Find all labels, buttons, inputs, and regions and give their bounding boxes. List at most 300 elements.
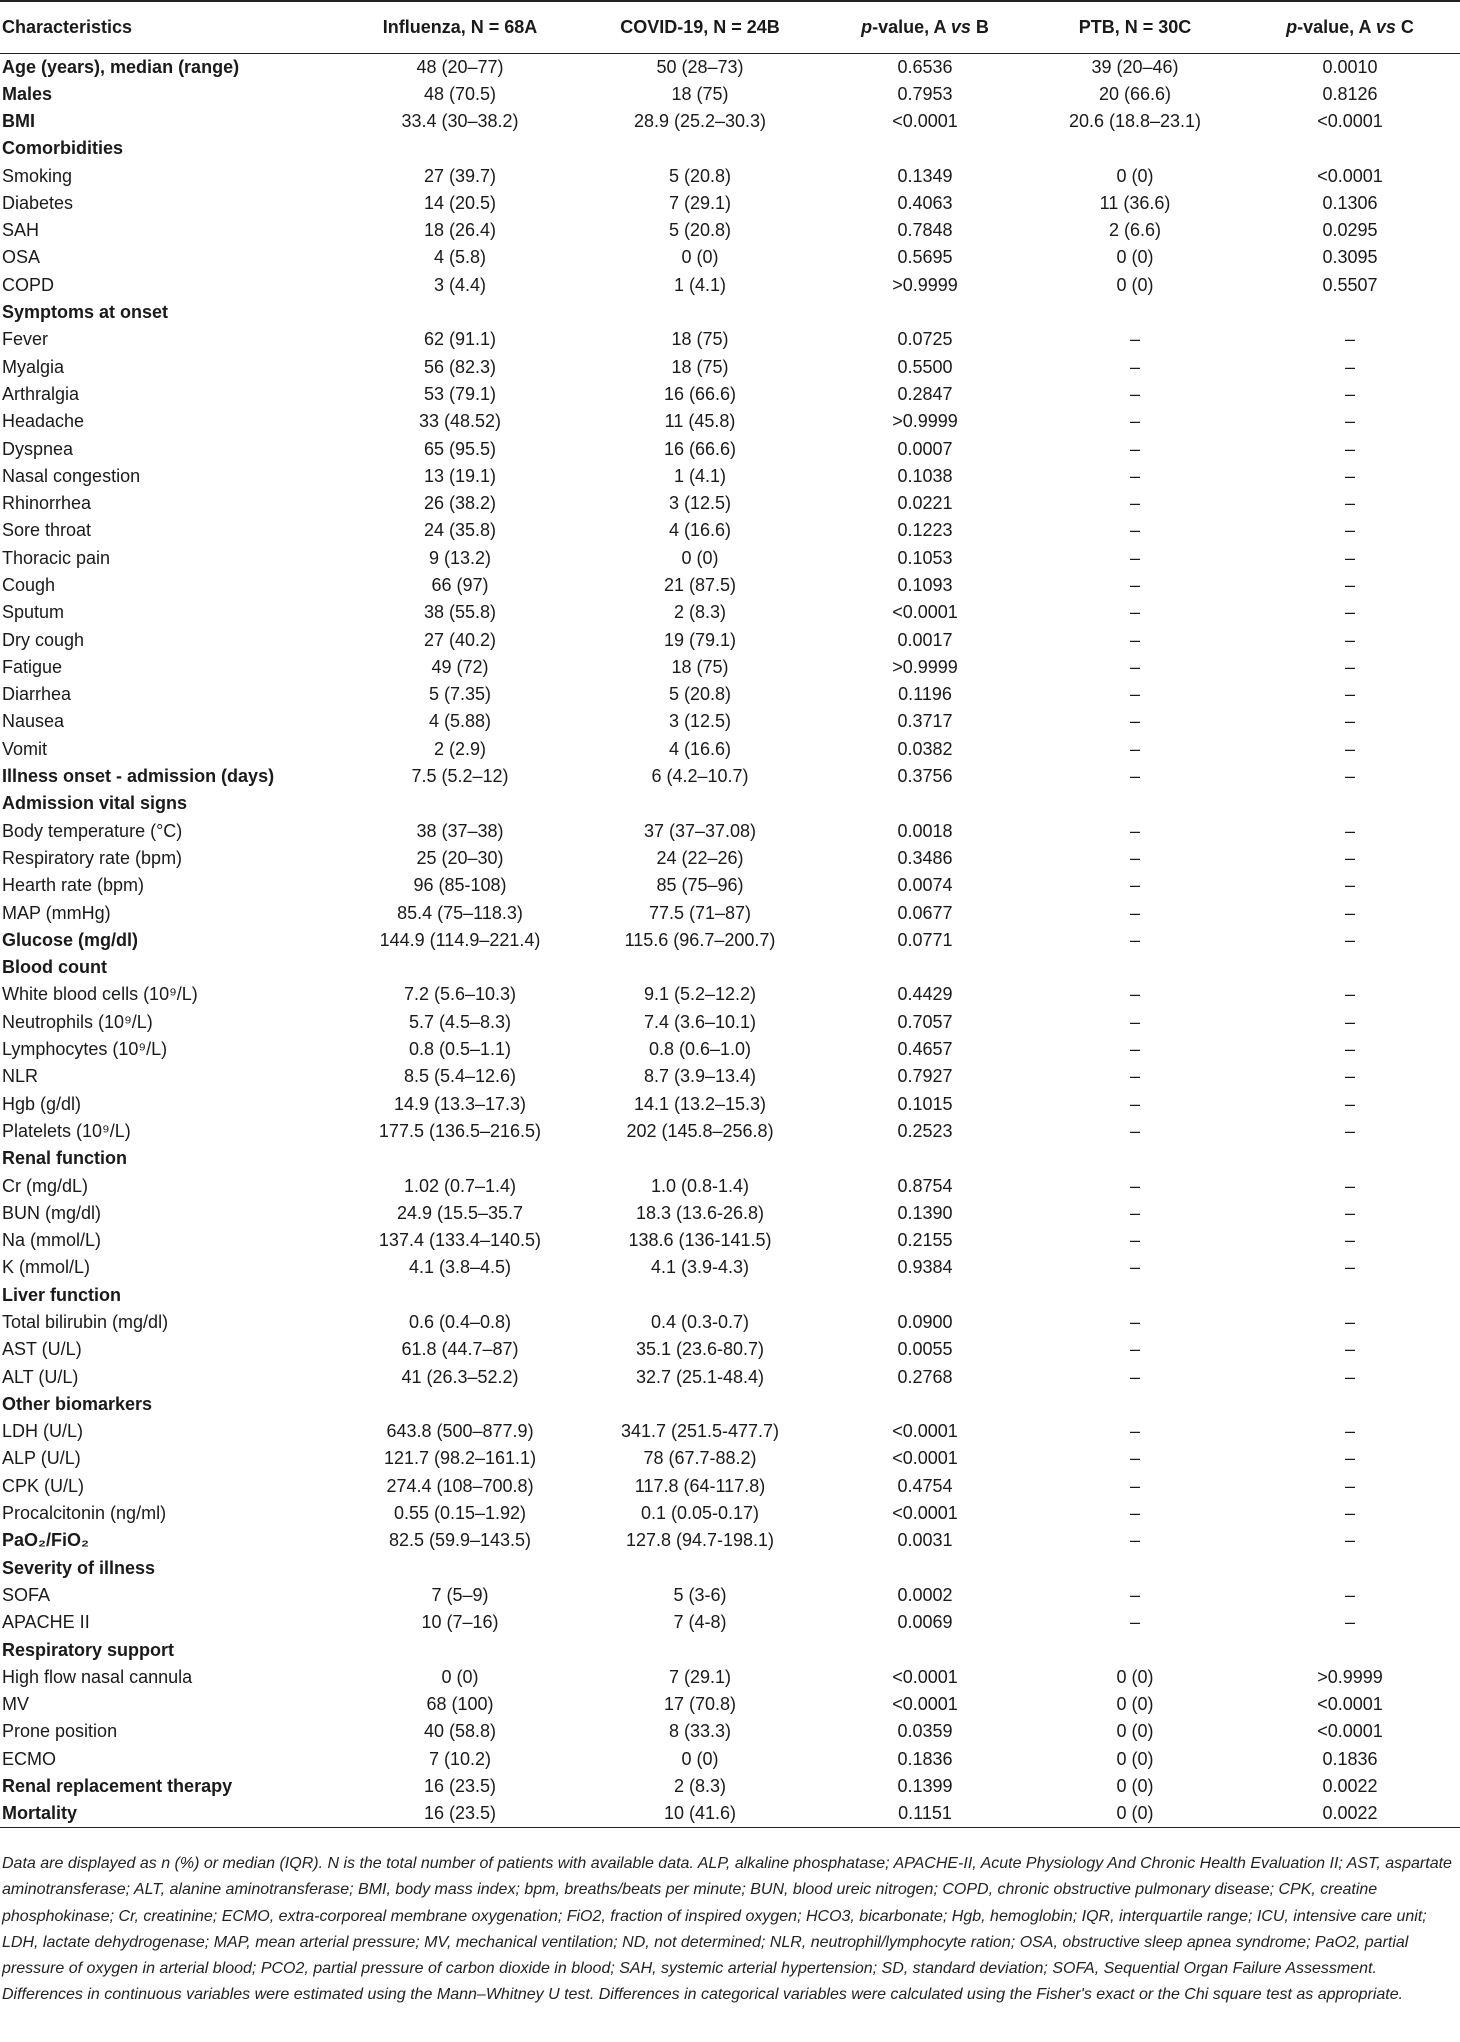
- table-row: [0, 1200, 1460, 1227]
- row-label: LDH (U/L): [2, 1421, 84, 1442]
- row-label: Severity of illness: [2, 1557, 156, 1578]
- row-label: AST (U/L): [2, 1339, 82, 1360]
- cell-ptb: 0 (0): [1030, 1800, 1240, 1828]
- cell-ptb: –: [1129, 1093, 1140, 1114]
- cell-pvalue-ab: [820, 299, 1030, 326]
- cell-covid: 0 (0): [681, 1748, 719, 1769]
- cell-ptb: 0 (0): [1116, 165, 1154, 186]
- row-label: Arthralgia: [2, 383, 80, 404]
- header-pvalue-ab-vs: vs: [950, 16, 971, 37]
- cell-pvalue-ac: [1240, 1555, 1460, 1582]
- cell-ptb: –: [1129, 1448, 1140, 1469]
- cell-pvalue-ac: 0.0010: [1322, 56, 1378, 77]
- cell-ptb: –: [1129, 847, 1140, 868]
- cell-pvalue-ac: –: [1344, 465, 1355, 486]
- cell-influenza: 0.6 (0.4–0.8): [408, 1312, 512, 1332]
- table-row: [0, 408, 1460, 435]
- cell-covid: 115.6 (96.7–200.7): [624, 929, 776, 950]
- cell-influenza: 62 (91.1): [423, 329, 497, 350]
- cell-pvalue-ac: 0.0022: [1240, 1800, 1460, 1828]
- table-row: [0, 572, 1460, 599]
- header-pvalue-ac-vs: vs: [1375, 16, 1396, 37]
- table-row: [0, 899, 1460, 926]
- cell-covid: 1.0 (0.8-1.4): [650, 1175, 750, 1196]
- cell-pvalue-ac: 0.0022: [1322, 1776, 1378, 1797]
- cell-pvalue-ac: –: [1344, 1503, 1355, 1524]
- row-label: Fatigue: [2, 656, 63, 677]
- cell-ptb: –: [1129, 356, 1140, 377]
- cell-pvalue-ac: –: [1344, 1230, 1355, 1251]
- cell-influenza: 7.5 (5.2–12): [411, 766, 509, 787]
- row-label: Cr (mg/dL): [2, 1175, 89, 1196]
- cell-covid: 1 (4.1): [673, 465, 727, 486]
- cell-pvalue-ac: [1240, 1282, 1460, 1309]
- cell-pvalue-ac: –: [1344, 820, 1355, 841]
- cell-pvalue-ac: –: [1344, 1011, 1355, 1032]
- table-row: [0, 326, 1460, 353]
- cell-pvalue-ab: <0.0001: [892, 602, 958, 623]
- cell-covid: 78 (67.7-88.2): [643, 1448, 757, 1469]
- row-label: Diabetes: [2, 192, 74, 213]
- cell-ptb: –: [1129, 1503, 1140, 1524]
- cell-influenza: 85.4 (75–118.3): [397, 902, 523, 923]
- row-label: Vomit: [2, 738, 48, 759]
- cell-covid: [580, 1636, 820, 1663]
- row-label: Nausea: [2, 711, 65, 732]
- header-ptb: PTB, N = 30C: [1030, 1, 1240, 53]
- table-row: [0, 1609, 1460, 1636]
- cell-pvalue-ac: <0.0001: [1317, 110, 1383, 131]
- cell-pvalue-ab: 0.5695: [897, 247, 953, 268]
- cell-covid: 7.4 (3.6–10.1): [643, 1011, 757, 1032]
- cell-covid: 21 (87.5): [663, 574, 737, 595]
- cell-pvalue-ac: –: [1344, 547, 1355, 568]
- cell-pvalue-ab: 0.9384: [897, 1257, 953, 1278]
- table-row: [0, 1309, 1460, 1336]
- cell-influenza: 144.9 (114.9–221.4): [379, 929, 541, 950]
- cell-ptb: –: [1129, 547, 1140, 568]
- row-label: ALT (U/L): [2, 1366, 79, 1387]
- cell-covid: 7 (4-8): [673, 1612, 727, 1633]
- cell-ptb: 20 (66.6): [1098, 83, 1172, 104]
- cell-pvalue-ac: –: [1344, 738, 1355, 759]
- header-characteristics: Characteristics: [0, 1, 340, 53]
- row-label: Sore throat: [2, 520, 92, 541]
- cell-pvalue-ab: >0.9999: [892, 274, 958, 295]
- row-label: SAH: [2, 220, 40, 241]
- cell-pvalue-ab: 0.0900: [897, 1312, 953, 1332]
- cell-influenza: 5 (7.35): [428, 684, 492, 705]
- cell-ptb: –: [1129, 738, 1140, 759]
- cell-pvalue-ab: 0.2847: [897, 383, 953, 404]
- table-row: [0, 1500, 1460, 1527]
- cell-pvalue-ab: [820, 790, 1030, 817]
- table-row: [0, 1664, 1460, 1691]
- table-row: [0, 1036, 1460, 1063]
- cell-pvalue-ac: [1240, 954, 1460, 981]
- cell-influenza: [340, 135, 580, 162]
- cell-covid: 28.9 (25.2–30.3): [633, 110, 767, 131]
- cell-influenza: 66 (97): [431, 574, 489, 595]
- cell-influenza: 16 (23.5): [423, 1776, 497, 1797]
- cell-influenza: [340, 1636, 580, 1663]
- table-row: [0, 545, 1460, 572]
- cell-pvalue-ab: 0.4429: [897, 984, 953, 1005]
- cell-influenza: 26 (38.2): [423, 493, 497, 514]
- cell-ptb: 0 (0): [1116, 1776, 1154, 1797]
- cell-pvalue-ac: –: [1344, 1202, 1355, 1223]
- cell-pvalue-ab: 0.3756: [897, 766, 953, 787]
- row-label: Renal function: [2, 1148, 127, 1169]
- row-label: APACHE II: [2, 1612, 90, 1633]
- cell-pvalue-ab: 0.0055: [897, 1339, 953, 1360]
- cell-influenza: 38 (37–38): [416, 820, 504, 841]
- cell-pvalue-ac: –: [1344, 1066, 1355, 1087]
- cell-pvalue-ac: –: [1344, 493, 1355, 514]
- cell-ptb: [1030, 1636, 1240, 1663]
- cell-pvalue-ab: 0.0725: [897, 329, 953, 350]
- cell-ptb: 11 (36.6): [1099, 192, 1171, 213]
- cell-pvalue-ab: 0.0359: [897, 1721, 953, 1742]
- cell-influenza: 48 (20–77): [416, 56, 504, 77]
- cell-pvalue-ab: [820, 1282, 1030, 1309]
- header-row: [0, 1, 1460, 53]
- cell-ptb: –: [1129, 1257, 1140, 1278]
- cell-influenza: 177.5 (136.5–216.5): [378, 1120, 542, 1141]
- row-label: ECMO: [2, 1748, 56, 1769]
- cell-pvalue-ac: [1240, 135, 1460, 162]
- cell-influenza: 27 (40.2): [423, 629, 497, 650]
- table-row: [0, 1282, 1460, 1309]
- header-pvalue-ac-p: p: [1286, 16, 1298, 37]
- cell-pvalue-ac: –: [1344, 1421, 1355, 1442]
- table-row: [0, 872, 1460, 899]
- cell-ptb: 20.6 (18.8–23.1): [1068, 110, 1202, 131]
- cell-covid: 35.1 (23.6-80.7): [635, 1339, 765, 1360]
- cell-ptb: –: [1129, 1202, 1140, 1223]
- cell-covid: 18.3 (13.6-26.8): [635, 1202, 765, 1223]
- cell-pvalue-ab: <0.0001: [892, 1448, 958, 1469]
- cell-influenza: 16 (23.5): [340, 1800, 580, 1828]
- cell-influenza: 48 (70.5): [423, 83, 497, 104]
- cell-pvalue-ab: [820, 1636, 1030, 1663]
- cell-pvalue-ab: 0.0382: [897, 738, 953, 759]
- cell-ptb: 0 (0): [1116, 247, 1154, 268]
- table-row: [0, 1473, 1460, 1500]
- table-row: [0, 1418, 1460, 1445]
- cell-covid: [580, 790, 820, 817]
- cell-pvalue-ac: –: [1344, 1448, 1355, 1469]
- row-label: PaO₂/FiO₂: [2, 1530, 90, 1551]
- cell-covid: 7 (29.1): [668, 1666, 732, 1687]
- cell-covid: 85 (75–96): [656, 875, 744, 896]
- cell-influenza: 137.4 (133.4–140.5): [378, 1230, 542, 1251]
- row-label: High flow nasal cannula: [2, 1666, 193, 1687]
- table-row: [0, 1582, 1460, 1609]
- table-row: [0, 599, 1460, 626]
- cell-ptb: –: [1129, 629, 1140, 650]
- cell-pvalue-ab: <0.0001: [892, 1503, 958, 1524]
- table-row: [0, 845, 1460, 872]
- row-label: Na (mmol/L): [2, 1230, 102, 1251]
- cell-influenza: 7 (5–9): [431, 1584, 489, 1605]
- cell-covid: 202 (145.8–256.8): [626, 1120, 774, 1141]
- cell-pvalue-ab: 0.1223: [897, 520, 953, 541]
- table-row: [0, 1363, 1460, 1390]
- cell-influenza: 9 (13.2): [428, 547, 492, 568]
- cell-ptb: –: [1129, 602, 1140, 623]
- cell-covid: [580, 1282, 820, 1309]
- cell-pvalue-ac: –: [1344, 656, 1355, 677]
- cell-covid: 117.8 (64-117.8): [634, 1475, 766, 1496]
- cell-pvalue-ac: <0.0001: [1317, 1721, 1383, 1742]
- cell-pvalue-ab: 0.4657: [897, 1039, 953, 1060]
- cell-pvalue-ac: 0.8126: [1322, 83, 1378, 104]
- row-label: K (mmol/L): [2, 1257, 91, 1278]
- cell-influenza: 14.9 (13.3–17.3): [393, 1093, 527, 1114]
- cell-ptb: 0 (0): [1116, 1694, 1154, 1715]
- cell-pvalue-ab: [820, 1391, 1030, 1418]
- cell-pvalue-ac: –: [1344, 602, 1355, 623]
- cell-pvalue-ac: 0.1836: [1322, 1748, 1378, 1769]
- row-label: Admission vital signs: [2, 793, 188, 814]
- cell-covid: 7 (29.1): [668, 192, 732, 213]
- cell-pvalue-ac: [1240, 299, 1460, 326]
- cell-ptb: –: [1129, 1039, 1140, 1060]
- row-label: Symptoms at onset: [2, 302, 169, 323]
- cell-pvalue-ab: 0.0007: [897, 438, 953, 459]
- cell-pvalue-ab: 0.7927: [897, 1066, 953, 1087]
- cell-pvalue-ac: 0.1306: [1322, 192, 1378, 213]
- cell-covid: 18 (75): [671, 356, 729, 377]
- cell-covid: 14.1 (13.2–15.3): [633, 1093, 767, 1114]
- cell-influenza: 7.2 (5.6–10.3): [403, 984, 517, 1005]
- table-row: [0, 1773, 1460, 1800]
- cell-ptb: [1030, 1391, 1240, 1418]
- cell-ptb: [1030, 1145, 1240, 1172]
- row-label: Prone position: [2, 1721, 118, 1742]
- row-label: Smoking: [2, 165, 73, 186]
- cell-pvalue-ac: –: [1344, 438, 1355, 459]
- cell-pvalue-ab: 0.8754: [897, 1175, 953, 1196]
- cell-pvalue-ab: 0.2523: [897, 1120, 953, 1141]
- row-label: Liver function: [2, 1284, 122, 1305]
- cell-ptb: 0 (0): [1116, 1666, 1154, 1687]
- cell-pvalue-ac: –: [1344, 984, 1355, 1005]
- table-row: [0, 490, 1460, 517]
- row-label: Dry cough: [2, 629, 85, 650]
- cell-pvalue-ab: <0.0001: [892, 1421, 958, 1442]
- cell-ptb: –: [1129, 1475, 1140, 1496]
- table-row: [0, 435, 1460, 462]
- cell-pvalue-ab: 0.0018: [897, 820, 953, 841]
- cell-pvalue-ac: >0.9999: [1317, 1666, 1383, 1687]
- row-label: Hgb (g/dl): [2, 1093, 82, 1114]
- row-label: Rhinorrhea: [2, 493, 92, 514]
- cell-pvalue-ab: [820, 1145, 1030, 1172]
- cell-pvalue-ac: –: [1344, 847, 1355, 868]
- table-row: [0, 1254, 1460, 1281]
- table-row: [0, 190, 1460, 217]
- row-label: Other biomarkers: [2, 1393, 153, 1414]
- cell-pvalue-ac: –: [1344, 875, 1355, 896]
- row-label: Blood count: [2, 957, 107, 978]
- cell-pvalue-ab: 0.1399: [897, 1776, 953, 1797]
- cell-influenza: 2 (2.9): [433, 738, 487, 759]
- cell-covid: 5 (20.8): [668, 165, 732, 186]
- cell-influenza: 38 (55.8): [423, 602, 497, 623]
- header-pvalue-ab: [820, 1, 1030, 53]
- row-label: Total bilirubin (mg/dl): [2, 1312, 169, 1332]
- cell-pvalue-ab: 0.3717: [897, 711, 953, 732]
- table-row: [0, 53, 1460, 81]
- table-row: [0, 81, 1460, 108]
- cell-pvalue-ac: –: [1344, 1612, 1355, 1633]
- cell-ptb: –: [1129, 711, 1140, 732]
- table-row: [0, 1090, 1460, 1117]
- cell-pvalue-ab: >0.9999: [892, 411, 958, 432]
- cell-influenza: 96 (85-108): [413, 875, 507, 896]
- cell-ptb: –: [1129, 383, 1140, 404]
- cell-pvalue-ac: –: [1344, 711, 1355, 732]
- cell-covid: 32.7 (25.1-48.4): [635, 1366, 765, 1387]
- cell-pvalue-ab: <0.0001: [892, 1694, 958, 1715]
- cell-pvalue-ac: –: [1344, 329, 1355, 350]
- cell-pvalue-ac: –: [1344, 766, 1355, 787]
- cell-covid: 1 (4.1): [673, 274, 727, 295]
- cell-covid: 2 (8.3): [673, 1776, 727, 1797]
- cell-pvalue-ac: –: [1344, 411, 1355, 432]
- cell-pvalue-ab: <0.0001: [892, 1666, 958, 1687]
- row-label: BUN (mg/dl): [2, 1202, 102, 1223]
- row-label: ALP (U/L): [2, 1448, 81, 1469]
- cell-influenza: 274.4 (108–700.8): [386, 1475, 534, 1496]
- cell-ptb: –: [1129, 1584, 1140, 1605]
- cell-ptb: [1030, 954, 1240, 981]
- table-row: [0, 626, 1460, 653]
- table-row: [0, 681, 1460, 708]
- row-label: Myalgia: [2, 356, 65, 377]
- cell-influenza: [340, 1391, 580, 1418]
- row-label: Respiratory rate (bpm): [2, 847, 183, 868]
- cell-covid: [580, 954, 820, 981]
- cell-pvalue-ac: [1240, 1636, 1460, 1663]
- table-row: [0, 763, 1460, 790]
- cell-influenza: 13 (19.1): [423, 465, 497, 486]
- cell-covid: 341.7 (251.5-477.7): [620, 1421, 780, 1442]
- table-row: [0, 135, 1460, 162]
- row-label: NLR: [2, 1066, 39, 1087]
- table-header: [0, 1, 1460, 53]
- cell-covid: 0 (0): [681, 547, 719, 568]
- cell-pvalue-ab: 0.0074: [897, 875, 953, 896]
- table-row: [0, 954, 1460, 981]
- cell-influenza: 27 (39.7): [423, 165, 497, 186]
- header-pvalue-ac-end: C: [1395, 16, 1414, 37]
- table-row: [0, 736, 1460, 763]
- cell-ptb: –: [1129, 438, 1140, 459]
- cell-influenza: 53 (79.1): [423, 383, 497, 404]
- cell-covid: 16 (66.6): [663, 438, 737, 459]
- cell-influenza: 1.02 (0.7–1.4): [403, 1175, 517, 1196]
- cell-pvalue-ab: 0.1349: [897, 165, 953, 186]
- cell-ptb: –: [1129, 411, 1140, 432]
- table-row: [0, 818, 1460, 845]
- row-label: Sputum: [2, 602, 65, 623]
- cell-pvalue-ab: 0.0031: [897, 1530, 953, 1551]
- cell-ptb: –: [1129, 875, 1140, 896]
- table-row: [0, 708, 1460, 735]
- table-row: [0, 353, 1460, 380]
- cell-ptb: 0 (0): [1116, 274, 1154, 295]
- cell-pvalue-ac: –: [1344, 629, 1355, 650]
- cell-pvalue-ab: >0.9999: [892, 656, 958, 677]
- table-row: [0, 463, 1460, 490]
- cell-covid: 11 (45.8): [664, 411, 736, 432]
- cell-ptb: –: [1129, 1421, 1140, 1442]
- table-row: [0, 1718, 1460, 1745]
- cell-ptb: –: [1129, 766, 1140, 787]
- cell-influenza: 643.8 (500–877.9): [386, 1421, 534, 1442]
- cell-ptb: –: [1129, 1612, 1140, 1633]
- cell-covid: 17 (70.8): [663, 1694, 737, 1715]
- cell-pvalue-ab: 0.1836: [897, 1748, 953, 1769]
- header-covid: COVID-19, N = 24B: [580, 1, 820, 53]
- row-label: Body temperature (°C): [2, 820, 183, 841]
- table-footnote: Data are displayed as n (%) or median (IQR). N is the total number of patients with available data. ALP, alkaline phosphatase; APACHE-II, Acute Physiology And Chronic Health Evaluation II; AST, aspartate aminotransferase; ALT, alanine aminotransferase; BMI, body mass index; bpm, breaths/beats per minute; BUN, blood ureic nitrogen; COPD, chronic obstructive pulmonary disease; CPK, creatine phosphokinase; Cr, creatinine; ECMO, extra-corporeal membrane oxygenation; FiO2, fraction of inspired oxygen; HCO3, bicarbonate; Hgb, hemoglobin; IQR, interquartile range; ICU, intensive care unit; LDH, lactate dehydrogenase; MAP, mean arterial pressure; MV, mechanical ventilation; ND, not determined; NLR, neutrophil/lymphocyte ration; OSA, obstructive sleep apnea syndrome; PaO2, partial pressure of oxygen in arterial blood; PCO2, partial pressure of carbon dioxide in blood; SAH, systemic arterial hypertension; SD, standard deviation; SOFA, Sequential Organ Failure Assessment. Differences in continuous variables were estimated using the Mann–Whitney U test. Differences in categorical variables were calculated using the Fisher's exact or the Chi square test as appropriate.: [2, 1855, 1452, 2004]
- cell-ptb: –: [1129, 684, 1140, 705]
- cell-pvalue-ab: 0.4063: [897, 192, 953, 213]
- cell-influenza: [340, 1145, 580, 1172]
- cell-influenza: 24.9 (15.5–35.7: [396, 1202, 524, 1223]
- cell-pvalue-ab: 0.6536: [897, 56, 953, 77]
- cell-ptb: [1030, 1282, 1240, 1309]
- cell-influenza: 56 (82.3): [423, 356, 497, 377]
- cell-pvalue-ab: 0.5500: [897, 356, 953, 377]
- cell-ptb: –: [1129, 1366, 1140, 1387]
- row-label: MAP (mmHg): [2, 902, 111, 923]
- cell-ptb: 39 (20–46): [1091, 56, 1179, 77]
- cell-covid: 4 (16.6): [668, 738, 732, 759]
- table-body: [0, 53, 1460, 1828]
- row-label: Thoracic pain: [2, 547, 111, 568]
- cell-pvalue-ab: [820, 1555, 1030, 1582]
- cell-covid: 18 (75): [671, 329, 729, 350]
- cell-covid: 5 (3-6): [673, 1584, 727, 1605]
- cell-influenza: [340, 790, 580, 817]
- cell-pvalue-ab: 0.1151: [820, 1800, 1030, 1828]
- cell-covid: 127.8 (94.7-198.1): [625, 1530, 775, 1551]
- row-label: Neutrophils (10⁹/L): [2, 1011, 153, 1032]
- row-label: Diarrhea: [2, 684, 72, 705]
- cell-pvalue-ac: [1240, 790, 1460, 817]
- row-label: Illness onset - admission (days): [2, 766, 275, 787]
- cell-influenza: 68 (100): [426, 1694, 494, 1715]
- cell-influenza: [340, 1555, 580, 1582]
- cell-influenza: [340, 299, 580, 326]
- cell-ptb: –: [1129, 1011, 1140, 1032]
- table-row: [0, 108, 1460, 135]
- cell-covid: 24 (22–26): [656, 847, 744, 868]
- cell-covid: 77.5 (71–87): [648, 902, 752, 923]
- cell-influenza: 0.55 (0.15–1.92): [393, 1503, 527, 1524]
- cell-covid: [580, 1555, 820, 1582]
- cell-influenza: 61.8 (44.7–87): [401, 1339, 519, 1360]
- cell-covid: 37 (37–37.08): [643, 820, 757, 841]
- cell-covid: 0 (0): [681, 247, 719, 268]
- table-row: [0, 1391, 1460, 1418]
- cell-covid: [580, 1145, 820, 1172]
